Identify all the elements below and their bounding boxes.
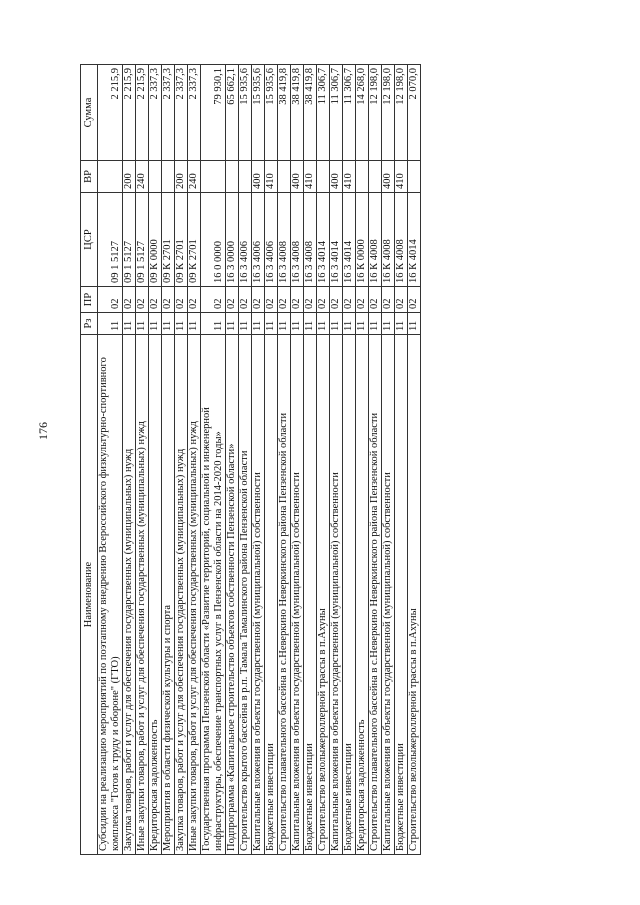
cell-sum: 2 215,9 bbox=[123, 65, 136, 161]
cell-rz: 11 bbox=[369, 313, 382, 335]
cell-vr bbox=[356, 161, 369, 193]
cell-name: Строительство плавательного бассейна в с.Неверкино Неверкинского района Пензенской области bbox=[369, 335, 382, 855]
cell-rz: 11 bbox=[382, 313, 395, 335]
cell-sum: 38 419,8 bbox=[278, 65, 291, 161]
cell-rz: 11 bbox=[175, 313, 188, 335]
cell-name: Государственная программа Пензенской области «Развитие территорий, социальной и инженерной инфраструктуры, обеспечение транспортных услуг в Пензенской области на 2014-2020 годы» bbox=[201, 335, 226, 855]
cell-rz: 11 bbox=[356, 313, 369, 335]
cell-csr: 09 К 0000 bbox=[149, 193, 162, 287]
cell-vr bbox=[408, 161, 421, 193]
cell-pr: 02 bbox=[291, 287, 304, 313]
cell-pr: 02 bbox=[330, 287, 343, 313]
cell-pr: 02 bbox=[175, 287, 188, 313]
cell-name: Капитальные вложения в объекты государственной (муниципальной) собственности bbox=[291, 335, 304, 855]
table-header-row bbox=[81, 65, 98, 855]
cell-sum: 2 215,9 bbox=[98, 65, 123, 161]
table-row bbox=[149, 65, 162, 855]
cell-pr: 02 bbox=[136, 287, 149, 313]
cell-vr bbox=[98, 161, 123, 193]
cell-name: Бюджетные инвестиции bbox=[395, 335, 408, 855]
table-row bbox=[175, 65, 188, 855]
cell-name: Строительство велолыжероллерной трассы в п.Ахуны bbox=[408, 335, 421, 855]
cell-sum: 79 930,1 bbox=[201, 65, 226, 161]
header-rz: Рз bbox=[81, 313, 98, 335]
cell-sum: 11 306,7 bbox=[343, 65, 356, 161]
cell-name: Иные закупки товаров, работ и услуг для обеспечения государственных (муниципальных) нужд bbox=[136, 335, 149, 855]
cell-rz: 11 bbox=[201, 313, 226, 335]
table-row bbox=[369, 65, 382, 855]
cell-csr: 16 3 4014 bbox=[330, 193, 343, 287]
cell-pr: 02 bbox=[304, 287, 317, 313]
cell-csr: 16 3 0000 bbox=[226, 193, 239, 287]
cell-vr: 410 bbox=[304, 161, 317, 193]
cell-pr: 02 bbox=[162, 287, 175, 313]
cell-vr: 400 bbox=[330, 161, 343, 193]
cell-vr: 410 bbox=[395, 161, 408, 193]
cell-sum: 11 306,7 bbox=[317, 65, 330, 161]
cell-rz: 11 bbox=[149, 313, 162, 335]
cell-csr: 16 3 4008 bbox=[291, 193, 304, 287]
header-vr: ВР bbox=[81, 161, 98, 193]
cell-pr: 02 bbox=[98, 287, 123, 313]
cell-name: Закупка товаров, работ и услуг для обеспечения государственных (муниципальных) нужд bbox=[175, 335, 188, 855]
cell-pr: 02 bbox=[265, 287, 278, 313]
cell-csr: 09 1 5127 bbox=[123, 193, 136, 287]
cell-sum: 15 935,6 bbox=[265, 65, 278, 161]
cell-name: Кредиторская задолженность bbox=[149, 335, 162, 855]
cell-vr: 200 bbox=[123, 161, 136, 193]
cell-name: Бюджетные инвестиции bbox=[343, 335, 356, 855]
cell-vr bbox=[201, 161, 226, 193]
cell-name: Кредиторская задолженность bbox=[356, 335, 369, 855]
cell-rz: 11 bbox=[408, 313, 421, 335]
cell-vr: 400 bbox=[382, 161, 395, 193]
cell-rz: 11 bbox=[162, 313, 175, 335]
cell-csr: 16 0 0000 bbox=[201, 193, 226, 287]
cell-pr: 02 bbox=[278, 287, 291, 313]
page-number: 176 bbox=[36, 422, 50, 440]
cell-pr: 02 bbox=[188, 287, 201, 313]
cell-vr: 400 bbox=[252, 161, 265, 193]
cell-rz: 11 bbox=[123, 313, 136, 335]
table-row bbox=[265, 65, 278, 855]
table-row bbox=[408, 65, 421, 855]
cell-pr: 02 bbox=[226, 287, 239, 313]
cell-csr: 09 К 2701 bbox=[175, 193, 188, 287]
cell-vr bbox=[162, 161, 175, 193]
cell-rz: 11 bbox=[278, 313, 291, 335]
cell-sum: 12 198,0 bbox=[382, 65, 395, 161]
cell-pr: 02 bbox=[123, 287, 136, 313]
cell-sum: 11 306,7 bbox=[330, 65, 343, 161]
budget-table bbox=[80, 64, 421, 855]
cell-csr: 16 3 4014 bbox=[343, 193, 356, 287]
cell-name: Бюджетные инвестиции bbox=[304, 335, 317, 855]
table-row bbox=[304, 65, 317, 855]
cell-sum: 2 337,3 bbox=[188, 65, 201, 161]
table-row bbox=[317, 65, 330, 855]
cell-name: Иные закупки товаров, работ и услуг для обеспечения государственных (муниципальных) нужд bbox=[188, 335, 201, 855]
cell-name: Капитальные вложения в объекты государственной (муниципальной) собственности bbox=[382, 335, 395, 855]
cell-rz: 11 bbox=[317, 313, 330, 335]
cell-rz: 11 bbox=[343, 313, 356, 335]
cell-csr: 16 К 4008 bbox=[369, 193, 382, 287]
cell-vr bbox=[149, 161, 162, 193]
cell-name: Закупка товаров, работ и услуг для обеспечения государственных (муниципальных) нужд bbox=[123, 335, 136, 855]
table-row bbox=[291, 65, 304, 855]
cell-name: Подпрограмма «Капитальное строительство объектов собственности Пензенской области» bbox=[226, 335, 239, 855]
cell-csr: 16 3 4008 bbox=[278, 193, 291, 287]
cell-sum: 15 935,6 bbox=[252, 65, 265, 161]
cell-vr bbox=[239, 161, 252, 193]
cell-rz: 11 bbox=[188, 313, 201, 335]
cell-name: Строительство велолыжероллерной трассы в п.Ахуны bbox=[317, 335, 330, 855]
cell-pr: 02 bbox=[408, 287, 421, 313]
cell-vr: 410 bbox=[343, 161, 356, 193]
cell-sum: 38 419,8 bbox=[291, 65, 304, 161]
header-name: Наименование bbox=[81, 335, 98, 855]
table-row bbox=[278, 65, 291, 855]
cell-rz: 11 bbox=[395, 313, 408, 335]
table-row bbox=[239, 65, 252, 855]
cell-rz: 11 bbox=[226, 313, 239, 335]
header-csr: ЦСР bbox=[81, 193, 98, 287]
cell-sum: 2 215,9 bbox=[136, 65, 149, 161]
cell-name: Субсидии на реализацию мероприятий по поэтапному внедрению Всероссийского физкультурно-спортивного комплекса "Готов к труду и обороне" (ГТО) bbox=[98, 335, 123, 855]
cell-pr: 02 bbox=[201, 287, 226, 313]
cell-csr: 16 К 4008 bbox=[395, 193, 408, 287]
cell-rz: 11 bbox=[252, 313, 265, 335]
cell-rz: 11 bbox=[239, 313, 252, 335]
cell-rz: 11 bbox=[330, 313, 343, 335]
cell-name: Строительство крытого бассейна в р.п. Тамала Тамалинского района Пензенской области bbox=[239, 335, 252, 855]
table-row bbox=[356, 65, 369, 855]
cell-rz: 11 bbox=[291, 313, 304, 335]
cell-sum: 12 198,0 bbox=[395, 65, 408, 161]
cell-csr: 16 К 4008 bbox=[382, 193, 395, 287]
table-row bbox=[343, 65, 356, 855]
cell-csr: 09 К 2701 bbox=[162, 193, 175, 287]
cell-pr: 02 bbox=[317, 287, 330, 313]
table-row bbox=[98, 65, 123, 855]
table-row bbox=[136, 65, 149, 855]
table-body bbox=[98, 65, 421, 855]
cell-vr: 410 bbox=[265, 161, 278, 193]
table-row bbox=[252, 65, 265, 855]
cell-sum: 15 935,6 bbox=[239, 65, 252, 161]
cell-sum: 12 198,0 bbox=[369, 65, 382, 161]
cell-name: Капитальные вложения в объекты государственной (муниципальной) собственности bbox=[330, 335, 343, 855]
cell-vr bbox=[369, 161, 382, 193]
cell-csr: 16 3 4014 bbox=[317, 193, 330, 287]
cell-vr: 400 bbox=[291, 161, 304, 193]
table-row bbox=[382, 65, 395, 855]
cell-sum: 2 070,0 bbox=[408, 65, 421, 161]
cell-name: Строительство плавательного бассейна в с.Неверкино Неверкинского района Пензенской области bbox=[278, 335, 291, 855]
table-row bbox=[123, 65, 136, 855]
cell-pr: 02 bbox=[239, 287, 252, 313]
cell-csr: 16 3 4006 bbox=[265, 193, 278, 287]
cell-rz: 11 bbox=[265, 313, 278, 335]
cell-pr: 02 bbox=[252, 287, 265, 313]
header-pr: ПР bbox=[81, 287, 98, 313]
cell-rz: 11 bbox=[304, 313, 317, 335]
cell-csr: 16 К 4014 bbox=[408, 193, 421, 287]
table-row bbox=[330, 65, 343, 855]
table-row bbox=[201, 65, 226, 855]
budget-table-rotated bbox=[80, 65, 560, 855]
cell-pr: 02 bbox=[395, 287, 408, 313]
cell-sum: 65 662,1 bbox=[226, 65, 239, 161]
cell-sum: 14 268,0 bbox=[356, 65, 369, 161]
cell-vr bbox=[226, 161, 239, 193]
cell-csr: 09 1 5127 bbox=[98, 193, 123, 287]
cell-pr: 02 bbox=[369, 287, 382, 313]
cell-vr: 200 bbox=[175, 161, 188, 193]
cell-sum: 2 337,3 bbox=[175, 65, 188, 161]
cell-sum: 38 419,8 bbox=[304, 65, 317, 161]
cell-csr: 16 3 4006 bbox=[252, 193, 265, 287]
table-row bbox=[188, 65, 201, 855]
cell-name: Мероприятия в области физической культуры и спорта bbox=[162, 335, 175, 855]
cell-csr: 09 К 2701 bbox=[188, 193, 201, 287]
cell-csr: 16 3 4008 bbox=[304, 193, 317, 287]
cell-name: Бюджетные инвестиции bbox=[265, 335, 278, 855]
header-sum: Сумма bbox=[81, 65, 98, 161]
cell-pr: 02 bbox=[149, 287, 162, 313]
cell-csr: 16 3 4006 bbox=[239, 193, 252, 287]
cell-name: Капитальные вложения в объекты государственной (муниципальной) собственности bbox=[252, 335, 265, 855]
cell-rz: 11 bbox=[98, 313, 123, 335]
cell-pr: 02 bbox=[382, 287, 395, 313]
cell-csr: 09 1 5127 bbox=[136, 193, 149, 287]
cell-csr: 16 К 0000 bbox=[356, 193, 369, 287]
cell-vr: 240 bbox=[136, 161, 149, 193]
cell-sum: 2 337,3 bbox=[149, 65, 162, 161]
table-row bbox=[395, 65, 408, 855]
cell-pr: 02 bbox=[356, 287, 369, 313]
cell-pr: 02 bbox=[343, 287, 356, 313]
cell-sum: 2 337,3 bbox=[162, 65, 175, 161]
table-row bbox=[226, 65, 239, 855]
cell-vr: 240 bbox=[188, 161, 201, 193]
table-row bbox=[162, 65, 175, 855]
cell-vr bbox=[317, 161, 330, 193]
cell-rz: 11 bbox=[136, 313, 149, 335]
cell-vr bbox=[278, 161, 291, 193]
